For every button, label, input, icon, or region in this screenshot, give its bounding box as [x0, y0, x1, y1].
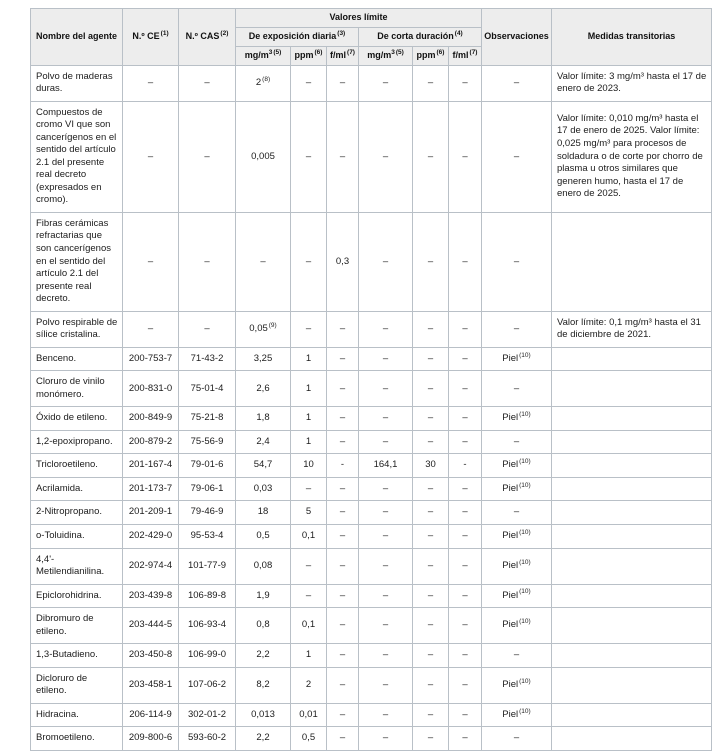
daily-mgm3-cell: 1,8: [236, 407, 291, 431]
short-fml-cell: –: [449, 311, 482, 347]
medidas-cell: [552, 430, 712, 454]
col-header-daily-fml: [327, 46, 359, 65]
table-row: [31, 101, 712, 212]
observaciones-cell: Piel$^{(10)}$: [482, 548, 552, 584]
table-row: [31, 524, 712, 548]
agent-name-cell: Cloruro de vinilo monómero.: [31, 371, 123, 407]
observaciones-cell: Piel$^{(10)}$: [482, 608, 552, 644]
table-row: [31, 407, 712, 431]
cas-number-cell: –: [179, 212, 236, 311]
short-fml-cell: –: [449, 407, 482, 431]
footnote-ref: (10): [519, 528, 531, 536]
agent-name-cell: Dicloruro de etileno.: [31, 667, 123, 703]
medidas-cell: Valor límite: 3 mg/m³ hasta el 17 de enero de 2023.: [552, 65, 712, 101]
agent-name-cell: Bromoetileno.: [31, 727, 123, 751]
ce-number-cell: 200-879-2: [123, 430, 179, 454]
medidas-cell: [552, 524, 712, 548]
table-row: [31, 608, 712, 644]
observaciones-cell: –: [482, 430, 552, 454]
header-row-1: [31, 9, 712, 28]
daily-fml-cell: –: [327, 727, 359, 751]
observaciones-cell: Piel$^{(10)}$: [482, 524, 552, 548]
footnote-ref: (10): [519, 481, 531, 489]
observaciones-cell: –: [482, 644, 552, 668]
table-row: [31, 477, 712, 501]
daily-ppm-cell: 1: [291, 347, 327, 371]
footnote-ref: (10): [519, 411, 531, 419]
short-mgm3-cell: –: [359, 407, 413, 431]
short-mgm3-cell: 164,1: [359, 454, 413, 478]
observaciones-cell: –: [482, 101, 552, 212]
daily-mgm3-cell: 2$^{(8)}$: [236, 65, 291, 101]
table-header: [31, 9, 712, 66]
short-mgm3-cell: –: [359, 477, 413, 501]
medidas-cell: [552, 703, 712, 727]
unit-fml-label: f/ml: [452, 49, 469, 60]
daily-ppm-cell: 5: [291, 501, 327, 525]
observaciones-cell: –: [482, 311, 552, 347]
short-fml-cell: –: [449, 212, 482, 311]
col-header-corta-duracion: [359, 27, 482, 46]
unit-mgm3-label: mg/m: [367, 49, 392, 60]
cas-number-cell: –: [179, 311, 236, 347]
col-header-observaciones: [482, 9, 552, 66]
short-mgm3-cell: –: [359, 212, 413, 311]
short-ppm-cell: –: [413, 501, 449, 525]
cas-number-cell: 106-93-4: [179, 608, 236, 644]
agent-name-cell: Óxido de etileno.: [31, 407, 123, 431]
col-header-short-fml: [449, 46, 482, 65]
daily-fml-cell: –: [327, 501, 359, 525]
ce-number-cell: 200-753-7: [123, 347, 179, 371]
short-ppm-cell: –: [413, 703, 449, 727]
footnote-ref-6: (6): [436, 48, 445, 56]
col-header-daily-mgm3: [236, 46, 291, 65]
medidas-cell: [552, 407, 712, 431]
medidas-cell: [552, 501, 712, 525]
unit-exponent: 3: [391, 48, 395, 56]
daily-ppm-cell: 0,1: [291, 608, 327, 644]
daily-fml-cell: –: [327, 667, 359, 703]
short-fml-cell: –: [449, 347, 482, 371]
daily-fml-cell: –: [327, 371, 359, 407]
daily-fml-cell: –: [327, 703, 359, 727]
short-ppm-cell: –: [413, 608, 449, 644]
daily-mgm3-cell: –: [236, 212, 291, 311]
daily-mgm3-cell: 0,05$^{(9)}$: [236, 311, 291, 347]
ce-number-cell: 201-209-1: [123, 501, 179, 525]
observaciones-cell: –: [482, 727, 552, 751]
daily-mgm3-cell: 0,005: [236, 101, 291, 212]
short-ppm-cell: –: [413, 548, 449, 584]
cas-number-cell: 107-06-2: [179, 667, 236, 703]
footnote-ref: (10): [519, 707, 531, 715]
cas-number-cell: 79-06-1: [179, 477, 236, 501]
daily-ppm-cell: 1: [291, 430, 327, 454]
daily-fml-cell: -: [327, 454, 359, 478]
cas-number-cell: 106-89-8: [179, 584, 236, 608]
observaciones-cell: Piel$^{(10)}$: [482, 347, 552, 371]
medidas-cell: [552, 477, 712, 501]
footnote-ref-3: (3): [337, 29, 346, 37]
unit-mgm3-label: mg/m: [244, 49, 269, 60]
medidas-cell: [552, 371, 712, 407]
short-fml-cell: –: [449, 524, 482, 548]
short-ppm-cell: –: [413, 212, 449, 311]
col-header-valores-label: Valores límite: [329, 12, 388, 22]
footnote-ref-6: (6): [314, 48, 323, 56]
col-header-ce-label: N.º CE: [132, 30, 160, 41]
observaciones-cell: Piel$^{(10)}$: [482, 454, 552, 478]
daily-mgm3-cell: 54,7: [236, 454, 291, 478]
short-ppm-cell: –: [413, 311, 449, 347]
observaciones-cell: –: [482, 371, 552, 407]
short-mgm3-cell: –: [359, 524, 413, 548]
medidas-cell: Valor límite: 0,1 mg/m³ hasta el 31 de diciembre de 2021.: [552, 311, 712, 347]
agent-name-cell: 4,4'-Metilendianilina.: [31, 548, 123, 584]
table-row: [31, 501, 712, 525]
col-header-cas: [179, 9, 236, 66]
short-mgm3-cell: –: [359, 608, 413, 644]
daily-mgm3-cell: 2,2: [236, 727, 291, 751]
daily-mgm3-cell: 2,6: [236, 371, 291, 407]
table-row: [31, 347, 712, 371]
cas-number-cell: 95-53-4: [179, 524, 236, 548]
ce-number-cell: –: [123, 212, 179, 311]
short-ppm-cell: –: [413, 101, 449, 212]
short-ppm-cell: –: [413, 667, 449, 703]
short-ppm-cell: –: [413, 524, 449, 548]
short-mgm3-cell: –: [359, 667, 413, 703]
short-mgm3-cell: –: [359, 548, 413, 584]
short-fml-cell: –: [449, 644, 482, 668]
agent-name-cell: Acrilamida.: [31, 477, 123, 501]
short-mgm3-cell: –: [359, 584, 413, 608]
daily-mgm3-cell: 0,03: [236, 477, 291, 501]
ce-number-cell: 201-167-4: [123, 454, 179, 478]
cas-number-cell: –: [179, 65, 236, 101]
medidas-cell: [552, 667, 712, 703]
medidas-cell: [552, 608, 712, 644]
short-mgm3-cell: –: [359, 311, 413, 347]
cas-number-cell: 79-46-9: [179, 501, 236, 525]
col-header-medidas-label: Medidas transitorias: [587, 30, 676, 41]
col-header-exposicion-diaria-label: De exposición diaria: [248, 30, 337, 41]
table-body: [31, 65, 712, 750]
daily-mgm3-cell: 0,8: [236, 608, 291, 644]
unit-ppm-label: ppm: [294, 49, 314, 60]
medidas-cell: Valor límite: 0,010 mg/m³ hasta el 17 de enero de 2025. Valor límite: 0,025 mg/m³ para procesos de soldadura o de corte por chorro de plasma u otros similares que generen humo, hasta el 17 de enero de 2025.: [552, 101, 712, 212]
short-mgm3-cell: –: [359, 501, 413, 525]
col-header-exposicion-diaria: [236, 27, 359, 46]
short-ppm-cell: –: [413, 644, 449, 668]
col-header-valores-limite: [236, 9, 482, 28]
ce-number-cell: 200-849-9: [123, 407, 179, 431]
short-ppm-cell: –: [413, 430, 449, 454]
short-mgm3-cell: –: [359, 347, 413, 371]
daily-mgm3-cell: 0,013: [236, 703, 291, 727]
daily-fml-cell: –: [327, 644, 359, 668]
table-row: [31, 311, 712, 347]
table-row: [31, 371, 712, 407]
short-fml-cell: –: [449, 703, 482, 727]
footnote-ref-1: (1): [160, 29, 169, 37]
footnote-ref-4: (4): [454, 29, 463, 37]
agent-name-cell: Polvo respirable de sílice cristalina.: [31, 311, 123, 347]
short-fml-cell: –: [449, 101, 482, 212]
agent-name-cell: Tricloroetileno.: [31, 454, 123, 478]
daily-mgm3-cell: 0,5: [236, 524, 291, 548]
daily-ppm-cell: 1: [291, 644, 327, 668]
table-row: [31, 644, 712, 668]
agent-name-cell: Benceno.: [31, 347, 123, 371]
daily-fml-cell: –: [327, 430, 359, 454]
short-fml-cell: –: [449, 371, 482, 407]
cas-number-cell: 71-43-2: [179, 347, 236, 371]
daily-fml-cell: –: [327, 65, 359, 101]
daily-ppm-cell: 2: [291, 667, 327, 703]
ce-number-cell: –: [123, 101, 179, 212]
agent-name-cell: o-Toluidina.: [31, 524, 123, 548]
medidas-cell: [552, 454, 712, 478]
daily-ppm-cell: 1: [291, 371, 327, 407]
short-mgm3-cell: –: [359, 644, 413, 668]
daily-ppm-cell: –: [291, 477, 327, 501]
short-ppm-cell: –: [413, 727, 449, 751]
footnote-ref: (10): [519, 677, 531, 685]
daily-ppm-cell: 0,01: [291, 703, 327, 727]
short-fml-cell: –: [449, 477, 482, 501]
short-fml-cell: –: [449, 65, 482, 101]
observaciones-cell: –: [482, 212, 552, 311]
table-row: [31, 584, 712, 608]
footnote-ref-5: (5): [273, 48, 282, 56]
ce-number-cell: 202-429-0: [123, 524, 179, 548]
unit-fml-label: f/ml: [330, 49, 347, 60]
observaciones-cell: Piel$^{(10)}$: [482, 407, 552, 431]
short-ppm-cell: –: [413, 371, 449, 407]
short-mgm3-cell: –: [359, 101, 413, 212]
table-row: [31, 548, 712, 584]
daily-ppm-cell: –: [291, 212, 327, 311]
col-header-cas-label: N.º CAS: [185, 30, 220, 41]
short-fml-cell: –: [449, 501, 482, 525]
observaciones-cell: Piel$^{(10)}$: [482, 477, 552, 501]
daily-fml-cell: –: [327, 524, 359, 548]
agent-name-cell: 1,2-epoxipropano.: [31, 430, 123, 454]
cas-number-cell: –: [179, 101, 236, 212]
agent-name-cell: Dibromuro de etileno.: [31, 608, 123, 644]
daily-ppm-cell: 0,5: [291, 727, 327, 751]
ce-number-cell: 209-800-6: [123, 727, 179, 751]
daily-fml-cell: –: [327, 584, 359, 608]
col-header-agent: [31, 9, 123, 66]
daily-ppm-cell: –: [291, 101, 327, 212]
agent-name-cell: Polvo de maderas duras.: [31, 65, 123, 101]
col-header-short-ppm: [413, 46, 449, 65]
medidas-cell: [552, 584, 712, 608]
agent-name-cell: 1,3-Butadieno.: [31, 644, 123, 668]
col-header-agent-label: Nombre del agente: [35, 30, 118, 41]
short-fml-cell: -: [449, 454, 482, 478]
col-header-observaciones-label: Observaciones: [484, 30, 549, 41]
footnote-ref: (8): [262, 75, 271, 83]
daily-mgm3-cell: 1,9: [236, 584, 291, 608]
ce-number-cell: 203-458-1: [123, 667, 179, 703]
daily-fml-cell: –: [327, 347, 359, 371]
footnote-ref-7: (7): [469, 48, 478, 56]
footnote-ref: (10): [519, 588, 531, 596]
short-ppm-cell: –: [413, 477, 449, 501]
table-row: [31, 703, 712, 727]
short-fml-cell: –: [449, 430, 482, 454]
ce-number-cell: 206-114-9: [123, 703, 179, 727]
short-mgm3-cell: –: [359, 703, 413, 727]
unit-ppm-label: ppm: [416, 49, 436, 60]
short-mgm3-cell: –: [359, 727, 413, 751]
footnote-ref: (9): [268, 321, 277, 329]
cas-number-cell: 106-99-0: [179, 644, 236, 668]
daily-fml-cell: –: [327, 548, 359, 584]
agent-name-cell: Compuestos de cromo VI que son cancerígenos en el sentido del artículo 2.1 del presente real decreto (expresados en cromo).: [31, 101, 123, 212]
table-row: [31, 430, 712, 454]
medidas-cell: [552, 727, 712, 751]
cas-number-cell: 101-77-9: [179, 548, 236, 584]
footnote-ref-2: (2): [220, 29, 229, 37]
short-fml-cell: –: [449, 548, 482, 584]
daily-mgm3-cell: 18: [236, 501, 291, 525]
cas-number-cell: 302-01-2: [179, 703, 236, 727]
observaciones-cell: –: [482, 65, 552, 101]
daily-ppm-cell: 10: [291, 454, 327, 478]
table-row: [31, 65, 712, 101]
daily-ppm-cell: –: [291, 584, 327, 608]
medidas-cell: [552, 548, 712, 584]
footnote-ref: (10): [519, 351, 531, 359]
footnote-ref-5: (5): [395, 48, 404, 56]
col-header-short-mgm3: [359, 46, 413, 65]
agent-name-cell: Hidracina.: [31, 703, 123, 727]
table-row: [31, 454, 712, 478]
agent-name-cell: 2-Nitropropano.: [31, 501, 123, 525]
cas-number-cell: 75-56-9: [179, 430, 236, 454]
daily-fml-cell: 0,3: [327, 212, 359, 311]
col-header-daily-ppm: [291, 46, 327, 65]
short-ppm-cell: –: [413, 584, 449, 608]
daily-mgm3-cell: 8,2: [236, 667, 291, 703]
observaciones-cell: Piel$^{(10)}$: [482, 584, 552, 608]
footnote-ref-7: (7): [347, 48, 355, 56]
short-ppm-cell: –: [413, 65, 449, 101]
footnote-ref: (10): [519, 618, 531, 626]
short-ppm-cell: 30: [413, 454, 449, 478]
cas-number-cell: 75-01-4: [179, 371, 236, 407]
short-mgm3-cell: –: [359, 371, 413, 407]
observaciones-cell: Piel$^{(10)}$: [482, 667, 552, 703]
ce-number-cell: 201-173-7: [123, 477, 179, 501]
daily-fml-cell: –: [327, 477, 359, 501]
short-ppm-cell: –: [413, 347, 449, 371]
daily-fml-cell: –: [327, 311, 359, 347]
daily-ppm-cell: –: [291, 65, 327, 101]
short-fml-cell: –: [449, 608, 482, 644]
unit-exponent: 3: [268, 48, 273, 56]
short-ppm-cell: –: [413, 407, 449, 431]
short-mgm3-cell: –: [359, 65, 413, 101]
daily-mgm3-cell: 2,4: [236, 430, 291, 454]
daily-mgm3-cell: 0,08: [236, 548, 291, 584]
col-header-medidas: [552, 9, 712, 66]
daily-mgm3-cell: 2,2: [236, 644, 291, 668]
cas-number-cell: 593-60-2: [179, 727, 236, 751]
medidas-cell: [552, 644, 712, 668]
observaciones-cell: Piel$^{(10)}$: [482, 703, 552, 727]
daily-fml-cell: –: [327, 101, 359, 212]
col-header-corta-duracion-label: De corta duración: [377, 30, 454, 41]
daily-mgm3-cell: 3,25: [236, 347, 291, 371]
col-header-ce: [123, 9, 179, 66]
agent-name-cell: Fibras cerámicas refractarias que son cancerígenos en el sentido del artículo 2.1 del presente real decreto.: [31, 212, 123, 311]
short-fml-cell: –: [449, 584, 482, 608]
exposure-limits-table: [30, 8, 712, 751]
ce-number-cell: 203-444-5: [123, 608, 179, 644]
ce-number-cell: 203-439-8: [123, 584, 179, 608]
short-fml-cell: –: [449, 667, 482, 703]
daily-ppm-cell: 1: [291, 407, 327, 431]
medidas-cell: [552, 347, 712, 371]
footnote-ref: (10): [519, 558, 531, 566]
ce-number-cell: 203-450-8: [123, 644, 179, 668]
agent-name-cell: Epiclorohidrina.: [31, 584, 123, 608]
cas-number-cell: 75-21-8: [179, 407, 236, 431]
short-mgm3-cell: –: [359, 430, 413, 454]
footnote-ref: (10): [519, 458, 531, 466]
ce-number-cell: –: [123, 65, 179, 101]
daily-fml-cell: –: [327, 608, 359, 644]
ce-number-cell: –: [123, 311, 179, 347]
daily-ppm-cell: –: [291, 548, 327, 584]
cas-number-cell: 79-01-6: [179, 454, 236, 478]
observaciones-cell: –: [482, 501, 552, 525]
daily-ppm-cell: –: [291, 311, 327, 347]
medidas-cell: [552, 212, 712, 311]
ce-number-cell: 200-831-0: [123, 371, 179, 407]
table-row: [31, 212, 712, 311]
short-fml-cell: –: [449, 727, 482, 751]
daily-fml-cell: –: [327, 407, 359, 431]
table-row: [31, 727, 712, 751]
daily-ppm-cell: 0,1: [291, 524, 327, 548]
table-row: [31, 667, 712, 703]
ce-number-cell: 202-974-4: [123, 548, 179, 584]
